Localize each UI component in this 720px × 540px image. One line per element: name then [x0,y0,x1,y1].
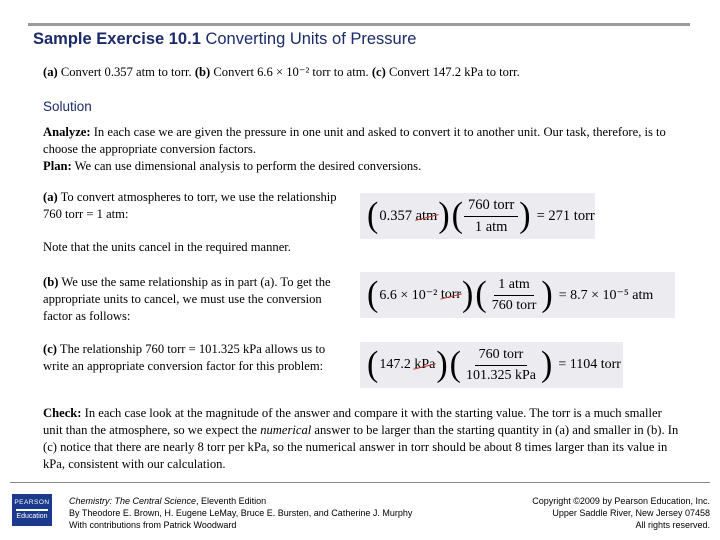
title-rest: Converting Units of Pressure [200,30,417,48]
paren-close: ) [438,196,450,235]
eq-a-numerator: 760 torr [464,197,518,217]
eq-c-fraction [462,347,540,384]
problem-a-text: Convert 0.357 atm to torr. [57,65,195,79]
part-a-text [43,189,343,223]
footer-book-info [69,495,469,531]
eq-a-result: = 271 torr [536,207,595,224]
eq-a-fraction [464,197,518,236]
eq-c-value: 147.2 [379,357,411,372]
paren-close: ) [540,345,553,384]
paren-open: ( [449,345,461,384]
part-b-text [43,274,348,325]
paren-open: ( [451,196,463,235]
book-contributors: With contributions from Patrick Woodward [69,520,237,530]
eq-c-denominator: 101.325 kPa [465,367,536,383]
plan-label: Plan: [43,159,72,173]
eq-b-denominator: 760 torr [491,297,537,313]
check-text-2: answer to be larger than the starting quantity in (a) and smaller in (b). In (c) notice that there are nearly 8 torr per kPa, so the numerical answer in torr should be about 8 times larger than its value in kPa, consistent with our calculation. [43,423,679,471]
problem-statement [43,64,683,81]
footer-rule [10,482,710,483]
problem-a-label: (a) [43,65,58,79]
check-label: Check: [43,406,82,420]
problem-c-text: Convert 147.2 kPa to torr. [385,65,520,79]
title-rule [28,23,690,26]
eq-c-unit: kPa [414,357,436,372]
eq-a-denominator: 1 atm [474,218,508,235]
part-c-text [43,341,348,375]
analyze-label: Analyze: [43,125,91,139]
analyze-text: In each case we are given the pressure in one unit and asked to convert it to another unit. Our task, therefore, is to choose the appropriate conversion factors. [43,125,666,156]
book-title-line [69,495,469,507]
equation-c [360,342,623,388]
paren-open: ( [475,275,487,314]
problem-b-label: (b) [194,65,211,79]
problem-b-text: Convert 6.6 × 10⁻² torr to atm. [210,65,372,79]
eq-b-unit: torr [440,287,462,302]
pearson-logo [12,494,52,526]
eq-b-numerator: 1 atm [494,277,534,296]
part-a-body: To convert atmospheres to torr, we use the relationship 760 torr = 1 atm: [43,190,337,221]
logo-top-text: PEARSON [14,499,50,506]
check-text-1: In each case look at the magnitude of the answer and compare it with the starting value. The torr is a much smaller unit than the atmosphere, so we expect the [43,406,662,437]
check-paragraph [43,405,683,473]
logo-bar [16,509,48,511]
eq-a-unit: atm [415,207,438,224]
copyright-line: Copyright ©2009 by Pearson Education, Inc. [532,496,710,506]
problem-c-label: (c) [371,65,386,79]
eq-b-fraction [488,277,541,314]
footer-copyright [470,495,710,531]
paren-close: ) [541,275,553,314]
book-authors: By Theodore E. Brown, H. Eugene LeMay, Bruce E. Bursten, and Catherine J. Murphy [69,508,413,518]
equation-b [360,272,675,318]
eq-a-value: 0.357 [379,207,412,224]
paren-close: ) [462,275,474,314]
paren-close: ) [519,196,531,235]
eq-b-value: 6.6 × 10⁻² [379,287,438,303]
part-c-label: (c) [43,342,57,356]
title-bold: Sample Exercise 10.1 [33,30,201,48]
rights-line: All rights reserved. [635,520,710,530]
part-c-body: The relationship 760 torr = 101.325 kPa allows us to write an appropriate conversion factor for this problem: [43,342,326,373]
paren-open: ( [367,345,379,384]
part-b-label: (b) [43,275,59,289]
note-text: Note that the units cancel in the required manner. [43,240,291,254]
equation-a [360,193,595,239]
part-b-body: We use the same relationship as in part (a). To get the appropriate units to cancel, we must use the conversion factor as follows: [43,275,331,323]
eq-c-numerator: 760 torr [475,347,528,366]
address-line: Upper Saddle River, New Jersey 07458 [552,508,710,518]
logo-bottom-text: Education [16,513,48,520]
solution-heading: Solution [43,99,92,114]
slide-title [33,30,416,49]
paren-open: ( [367,196,379,235]
book-title: Chemistry: The Central Science [69,496,197,506]
book-edition: , Eleventh Edition [196,496,267,506]
paren-open: ( [367,275,379,314]
paren-close: ) [436,345,448,384]
analyze-plan-paragraph [43,124,688,175]
eq-c-result: = 1104 torr [558,357,621,372]
part-a-label: (a) [43,190,58,204]
eq-b-result: = 8.7 × 10⁻⁵ atm [558,287,654,303]
check-italic: numerical [260,423,312,437]
plan-text: We can use dimensional analysis to perform the desired conversions. [71,159,422,173]
